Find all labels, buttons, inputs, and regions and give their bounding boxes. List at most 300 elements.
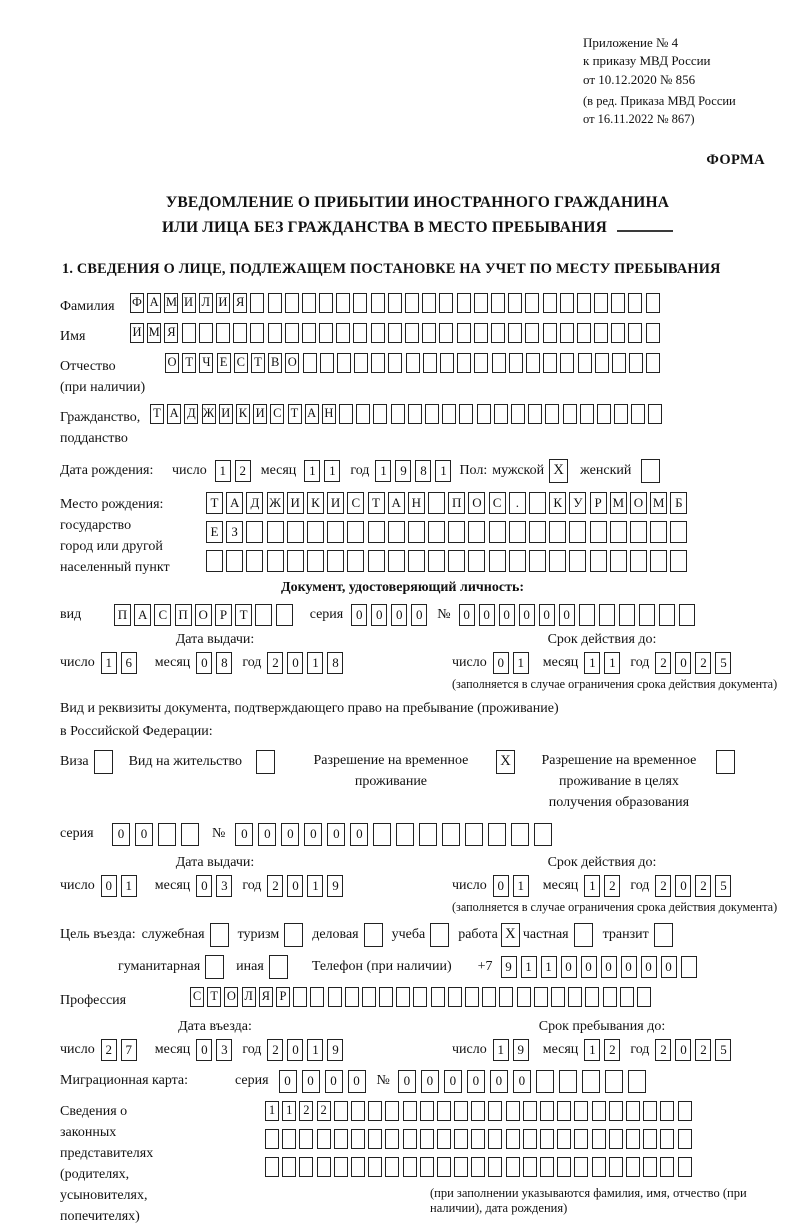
- char-cell[interactable]: З: [226, 521, 243, 543]
- purpose-study-checkbox[interactable]: [430, 923, 449, 947]
- char-cell[interactable]: .: [509, 492, 526, 514]
- char-cell[interactable]: [442, 823, 460, 846]
- char-cell[interactable]: У: [569, 492, 586, 514]
- char-cell[interactable]: Т: [251, 353, 265, 373]
- char-cell[interactable]: С: [489, 492, 506, 514]
- char-cell[interactable]: [557, 1157, 571, 1177]
- char-cell[interactable]: [368, 1101, 382, 1121]
- char-cell[interactable]: 0: [493, 652, 509, 674]
- char-cell[interactable]: [563, 404, 577, 424]
- char-cell[interactable]: 2: [695, 875, 711, 897]
- char-cell[interactable]: Ф: [130, 293, 144, 313]
- char-cell[interactable]: [529, 492, 546, 514]
- char-cell[interactable]: 0: [421, 1070, 439, 1093]
- char-cell[interactable]: [419, 823, 437, 846]
- char-cell[interactable]: [385, 1101, 399, 1121]
- stay-day-input[interactable]: [493, 1039, 533, 1061]
- char-cell[interactable]: [351, 1157, 365, 1177]
- char-cell[interactable]: 0: [411, 604, 427, 626]
- migration-number-input[interactable]: [398, 1070, 651, 1093]
- char-cell[interactable]: [388, 293, 402, 313]
- char-cell[interactable]: А: [167, 404, 181, 424]
- char-cell[interactable]: Р: [215, 604, 232, 626]
- stay-year-input[interactable]: [655, 1039, 735, 1061]
- char-cell[interactable]: [282, 1157, 296, 1177]
- char-cell[interactable]: 3: [216, 1039, 232, 1061]
- char-cell[interactable]: [489, 521, 506, 543]
- char-cell[interactable]: Л: [242, 987, 256, 1007]
- char-cell[interactable]: 0: [493, 875, 509, 897]
- purpose-official-checkbox[interactable]: [210, 923, 229, 947]
- purpose-business-checkbox[interactable]: [364, 923, 383, 947]
- doc-valid-day-input[interactable]: [493, 652, 533, 674]
- char-cell[interactable]: 0: [499, 604, 515, 626]
- char-cell[interactable]: [489, 550, 506, 572]
- gender-female-checkbox[interactable]: [641, 459, 660, 483]
- char-cell[interactable]: [293, 987, 307, 1007]
- char-cell[interactable]: [597, 404, 611, 424]
- char-cell[interactable]: [560, 353, 574, 373]
- char-cell[interactable]: 0: [561, 956, 577, 978]
- char-cell[interactable]: [628, 323, 642, 343]
- char-cell[interactable]: [354, 353, 368, 373]
- char-cell[interactable]: [594, 323, 608, 343]
- char-cell[interactable]: [448, 987, 462, 1007]
- doc-issue-year-input[interactable]: [267, 652, 347, 674]
- char-cell[interactable]: 0: [281, 823, 299, 846]
- char-cell[interactable]: [265, 1129, 279, 1149]
- temp-residence-checkbox[interactable]: X: [496, 750, 515, 774]
- char-cell[interactable]: [327, 521, 344, 543]
- char-cell[interactable]: И: [130, 323, 144, 343]
- char-cell[interactable]: [468, 521, 485, 543]
- char-cell[interactable]: 5: [715, 875, 731, 897]
- char-cell[interactable]: [267, 521, 284, 543]
- char-cell[interactable]: 0: [675, 1039, 691, 1061]
- char-cell[interactable]: [422, 323, 436, 343]
- char-cell[interactable]: 1: [121, 875, 137, 897]
- char-cell[interactable]: 0: [235, 823, 253, 846]
- char-cell[interactable]: 1: [493, 1039, 509, 1061]
- char-cell[interactable]: [499, 987, 513, 1007]
- char-cell[interactable]: [425, 404, 439, 424]
- char-cell[interactable]: [643, 1101, 657, 1121]
- stay-doc-valid-year-input[interactable]: [655, 875, 735, 897]
- char-cell[interactable]: [250, 323, 264, 343]
- char-cell[interactable]: 2: [317, 1101, 331, 1121]
- char-cell[interactable]: [454, 1101, 468, 1121]
- char-cell[interactable]: Е: [206, 521, 223, 543]
- char-cell[interactable]: [557, 1129, 571, 1149]
- char-cell[interactable]: [413, 987, 427, 1007]
- char-cell[interactable]: [408, 404, 422, 424]
- char-cell[interactable]: 2: [655, 1039, 671, 1061]
- char-cell[interactable]: [373, 404, 387, 424]
- char-cell[interactable]: 0: [459, 604, 475, 626]
- char-cell[interactable]: 1: [265, 1101, 279, 1121]
- char-cell[interactable]: [620, 987, 634, 1007]
- purpose-work-checkbox[interactable]: X: [501, 923, 520, 947]
- char-cell[interactable]: [605, 1070, 623, 1093]
- char-cell[interactable]: [595, 353, 609, 373]
- char-cell[interactable]: 0: [581, 956, 597, 978]
- char-cell[interactable]: [528, 404, 542, 424]
- char-cell[interactable]: [592, 1129, 606, 1149]
- stay-doc-number-input[interactable]: [235, 823, 557, 846]
- char-cell[interactable]: [509, 521, 526, 543]
- char-cell[interactable]: [603, 987, 617, 1007]
- char-cell[interactable]: [648, 404, 662, 424]
- char-cell[interactable]: [302, 323, 316, 343]
- char-cell[interactable]: Л: [199, 293, 213, 313]
- char-cell[interactable]: [590, 550, 607, 572]
- char-cell[interactable]: [405, 293, 419, 313]
- char-cell[interactable]: [442, 404, 456, 424]
- char-cell[interactable]: 0: [101, 875, 117, 897]
- char-cell[interactable]: [540, 1129, 554, 1149]
- char-cell[interactable]: Н: [322, 404, 336, 424]
- char-cell[interactable]: 0: [258, 823, 276, 846]
- char-cell[interactable]: 9: [513, 1039, 529, 1061]
- char-cell[interactable]: [517, 987, 531, 1007]
- char-cell[interactable]: [317, 1129, 331, 1149]
- char-cell[interactable]: 0: [348, 1070, 366, 1093]
- char-cell[interactable]: [494, 404, 508, 424]
- char-cell[interactable]: [454, 1157, 468, 1177]
- char-cell[interactable]: [509, 353, 523, 373]
- char-cell[interactable]: 2: [655, 652, 671, 674]
- char-cell[interactable]: [285, 293, 299, 313]
- char-cell[interactable]: [492, 353, 506, 373]
- char-cell[interactable]: [287, 550, 304, 572]
- char-cell[interactable]: 5: [715, 1039, 731, 1061]
- char-cell[interactable]: 1: [307, 1039, 323, 1061]
- char-cell[interactable]: [650, 521, 667, 543]
- char-cell[interactable]: [488, 1129, 502, 1149]
- char-cell[interactable]: [646, 353, 660, 373]
- char-cell[interactable]: [569, 521, 586, 543]
- char-cell[interactable]: [396, 823, 414, 846]
- char-cell[interactable]: [320, 353, 334, 373]
- char-cell[interactable]: [523, 1101, 537, 1121]
- char-cell[interactable]: Т: [207, 987, 221, 1007]
- char-cell[interactable]: 1: [307, 875, 323, 897]
- char-cell[interactable]: [317, 1157, 331, 1177]
- doc-number-input[interactable]: [459, 604, 699, 626]
- char-cell[interactable]: [631, 404, 645, 424]
- char-cell[interactable]: 0: [490, 1070, 508, 1093]
- char-cell[interactable]: 0: [391, 604, 407, 626]
- char-cell[interactable]: [285, 323, 299, 343]
- char-cell[interactable]: [477, 404, 491, 424]
- char-cell[interactable]: Т: [288, 404, 302, 424]
- legal-reps-input-row2[interactable]: [265, 1129, 695, 1149]
- char-cell[interactable]: [371, 353, 385, 373]
- char-cell[interactable]: [578, 353, 592, 373]
- char-cell[interactable]: [439, 323, 453, 343]
- char-cell[interactable]: О: [285, 353, 299, 373]
- char-cell[interactable]: [549, 521, 566, 543]
- birth-place-input-row1[interactable]: [206, 492, 691, 514]
- char-cell[interactable]: [488, 1157, 502, 1177]
- char-cell[interactable]: К: [236, 404, 250, 424]
- char-cell[interactable]: 1: [541, 956, 557, 978]
- char-cell[interactable]: А: [147, 293, 161, 313]
- char-cell[interactable]: [408, 550, 425, 572]
- char-cell[interactable]: И: [253, 404, 267, 424]
- char-cell[interactable]: [678, 1129, 692, 1149]
- char-cell[interactable]: С: [347, 492, 364, 514]
- char-cell[interactable]: 0: [398, 1070, 416, 1093]
- char-cell[interactable]: [457, 293, 471, 313]
- char-cell[interactable]: [543, 353, 557, 373]
- char-cell[interactable]: [216, 323, 230, 343]
- char-cell[interactable]: М: [147, 323, 161, 343]
- char-cell[interactable]: П: [114, 604, 131, 626]
- char-cell[interactable]: С: [190, 987, 204, 1007]
- char-cell[interactable]: [580, 404, 594, 424]
- stay-doc-valid-month-input[interactable]: [584, 875, 624, 897]
- char-cell[interactable]: [526, 353, 540, 373]
- char-cell[interactable]: [327, 550, 344, 572]
- char-cell[interactable]: Д: [184, 404, 198, 424]
- char-cell[interactable]: [465, 823, 483, 846]
- char-cell[interactable]: [543, 323, 557, 343]
- char-cell[interactable]: 1: [375, 460, 391, 482]
- char-cell[interactable]: [626, 1129, 640, 1149]
- char-cell[interactable]: И: [219, 404, 233, 424]
- char-cell[interactable]: [614, 404, 628, 424]
- char-cell[interactable]: Т: [235, 604, 252, 626]
- char-cell[interactable]: [448, 521, 465, 543]
- char-cell[interactable]: 0: [371, 604, 387, 626]
- char-cell[interactable]: [334, 1101, 348, 1121]
- char-cell[interactable]: [362, 987, 376, 1007]
- char-cell[interactable]: [457, 353, 471, 373]
- char-cell[interactable]: И: [327, 492, 344, 514]
- char-cell[interactable]: [388, 521, 405, 543]
- char-cell[interactable]: [345, 987, 359, 1007]
- char-cell[interactable]: О: [195, 604, 212, 626]
- patronymic-input[interactable]: [165, 353, 663, 373]
- char-cell[interactable]: [543, 293, 557, 313]
- char-cell[interactable]: [299, 1129, 313, 1149]
- stay-doc-issue-year-input[interactable]: [267, 875, 347, 897]
- char-cell[interactable]: 2: [695, 652, 711, 674]
- doc-kind-input[interactable]: [114, 604, 296, 626]
- char-cell[interactable]: [307, 521, 324, 543]
- birth-place-input-row2[interactable]: [206, 521, 691, 543]
- char-cell[interactable]: [660, 1157, 674, 1177]
- purpose-tourism-checkbox[interactable]: [284, 923, 303, 947]
- char-cell[interactable]: 0: [135, 823, 153, 846]
- char-cell[interactable]: Е: [217, 353, 231, 373]
- char-cell[interactable]: [574, 1101, 588, 1121]
- char-cell[interactable]: [646, 293, 660, 313]
- char-cell[interactable]: П: [175, 604, 192, 626]
- char-cell[interactable]: 7: [121, 1039, 137, 1061]
- char-cell[interactable]: [574, 1157, 588, 1177]
- char-cell[interactable]: [347, 521, 364, 543]
- char-cell[interactable]: Я: [164, 323, 178, 343]
- char-cell[interactable]: 0: [350, 823, 368, 846]
- char-cell[interactable]: [569, 550, 586, 572]
- char-cell[interactable]: И: [287, 492, 304, 514]
- char-cell[interactable]: [226, 550, 243, 572]
- char-cell[interactable]: [610, 521, 627, 543]
- char-cell[interactable]: [379, 987, 393, 1007]
- birth-day-input[interactable]: [215, 460, 255, 482]
- char-cell[interactable]: [609, 1101, 623, 1121]
- char-cell[interactable]: 2: [299, 1101, 313, 1121]
- char-cell[interactable]: [511, 404, 525, 424]
- char-cell[interactable]: [509, 550, 526, 572]
- legal-reps-input-row1[interactable]: [265, 1101, 695, 1121]
- char-cell[interactable]: [371, 293, 385, 313]
- char-cell[interactable]: [307, 550, 324, 572]
- char-cell[interactable]: [630, 550, 647, 572]
- char-cell[interactable]: [319, 323, 333, 343]
- char-cell[interactable]: [403, 1101, 417, 1121]
- char-cell[interactable]: [334, 1157, 348, 1177]
- char-cell[interactable]: [491, 323, 505, 343]
- char-cell[interactable]: [612, 353, 626, 373]
- entry-month-input[interactable]: [196, 1039, 236, 1061]
- char-cell[interactable]: [403, 1157, 417, 1177]
- purpose-transit-checkbox[interactable]: [654, 923, 673, 947]
- char-cell[interactable]: [643, 1129, 657, 1149]
- char-cell[interactable]: [679, 604, 695, 626]
- birth-place-input-row3[interactable]: [206, 550, 691, 572]
- char-cell[interactable]: [388, 323, 402, 343]
- purpose-other-checkbox[interactable]: [269, 955, 288, 979]
- char-cell[interactable]: [678, 1157, 692, 1177]
- char-cell[interactable]: 8: [216, 652, 232, 674]
- char-cell[interactable]: [423, 353, 437, 373]
- char-cell[interactable]: [158, 823, 176, 846]
- char-cell[interactable]: [299, 1157, 313, 1177]
- char-cell[interactable]: [437, 1157, 451, 1177]
- doc-valid-month-input[interactable]: [584, 652, 624, 674]
- char-cell[interactable]: 0: [661, 956, 677, 978]
- char-cell[interactable]: [609, 1157, 623, 1177]
- char-cell[interactable]: Р: [590, 492, 607, 514]
- char-cell[interactable]: [265, 1157, 279, 1177]
- char-cell[interactable]: М: [164, 293, 178, 313]
- citizenship-input[interactable]: [150, 404, 666, 424]
- char-cell[interactable]: [319, 293, 333, 313]
- char-cell[interactable]: [336, 323, 350, 343]
- char-cell[interactable]: 1: [513, 652, 529, 674]
- char-cell[interactable]: [639, 604, 655, 626]
- char-cell[interactable]: [560, 293, 574, 313]
- char-cell[interactable]: [373, 823, 391, 846]
- char-cell[interactable]: 6: [121, 652, 137, 674]
- char-cell[interactable]: И: [182, 293, 196, 313]
- char-cell[interactable]: 0: [196, 652, 212, 674]
- char-cell[interactable]: Я: [233, 293, 247, 313]
- char-cell[interactable]: С: [154, 604, 171, 626]
- char-cell[interactable]: [681, 956, 697, 978]
- char-cell[interactable]: [420, 1157, 434, 1177]
- char-cell[interactable]: 9: [395, 460, 411, 482]
- char-cell[interactable]: О: [165, 353, 179, 373]
- char-cell[interactable]: [628, 1070, 646, 1093]
- char-cell[interactable]: 1: [101, 652, 117, 674]
- surname-input[interactable]: [130, 293, 663, 313]
- char-cell[interactable]: 1: [584, 652, 600, 674]
- char-cell[interactable]: 0: [539, 604, 555, 626]
- char-cell[interactable]: 0: [351, 604, 367, 626]
- char-cell[interactable]: [551, 987, 565, 1007]
- char-cell[interactable]: [525, 293, 539, 313]
- char-cell[interactable]: 0: [287, 875, 303, 897]
- char-cell[interactable]: [540, 1157, 554, 1177]
- char-cell[interactable]: [468, 550, 485, 572]
- char-cell[interactable]: [488, 1101, 502, 1121]
- char-cell[interactable]: 9: [327, 1039, 343, 1061]
- char-cell[interactable]: [506, 1157, 520, 1177]
- char-cell[interactable]: [536, 1070, 554, 1093]
- char-cell[interactable]: [437, 1129, 451, 1149]
- residence-permit-checkbox[interactable]: [256, 750, 275, 774]
- char-cell[interactable]: 1: [513, 875, 529, 897]
- char-cell[interactable]: [637, 987, 651, 1007]
- char-cell[interactable]: Т: [206, 492, 223, 514]
- char-cell[interactable]: [406, 353, 420, 373]
- char-cell[interactable]: 2: [267, 1039, 283, 1061]
- char-cell[interactable]: 9: [501, 956, 517, 978]
- char-cell[interactable]: [368, 521, 385, 543]
- char-cell[interactable]: С: [270, 404, 284, 424]
- char-cell[interactable]: 1: [304, 460, 320, 482]
- char-cell[interactable]: [545, 404, 559, 424]
- char-cell[interactable]: [440, 353, 454, 373]
- given-name-input[interactable]: [130, 323, 663, 343]
- char-cell[interactable]: [534, 987, 548, 1007]
- char-cell[interactable]: [268, 323, 282, 343]
- char-cell[interactable]: 2: [235, 460, 251, 482]
- char-cell[interactable]: 0: [621, 956, 637, 978]
- doc-issue-day-input[interactable]: [101, 652, 141, 674]
- char-cell[interactable]: Ж: [202, 404, 216, 424]
- char-cell[interactable]: 5: [715, 652, 731, 674]
- char-cell[interactable]: [506, 1129, 520, 1149]
- char-cell[interactable]: 0: [444, 1070, 462, 1093]
- char-cell[interactable]: [511, 823, 529, 846]
- char-cell[interactable]: 1: [604, 652, 620, 674]
- doc-series-input[interactable]: [351, 604, 431, 626]
- char-cell[interactable]: [626, 1157, 640, 1177]
- char-cell[interactable]: [630, 521, 647, 543]
- char-cell[interactable]: [431, 987, 445, 1007]
- stay-doc-valid-day-input[interactable]: [493, 875, 533, 897]
- char-cell[interactable]: [448, 550, 465, 572]
- char-cell[interactable]: В: [268, 353, 282, 373]
- char-cell[interactable]: [534, 823, 552, 846]
- char-cell[interactable]: 0: [325, 1070, 343, 1093]
- temp-residence-edu-checkbox[interactable]: [716, 750, 735, 774]
- char-cell[interactable]: Я: [259, 987, 273, 1007]
- char-cell[interactable]: Н: [408, 492, 425, 514]
- char-cell[interactable]: [474, 353, 488, 373]
- char-cell[interactable]: [385, 1157, 399, 1177]
- char-cell[interactable]: И: [216, 293, 230, 313]
- char-cell[interactable]: [471, 1157, 485, 1177]
- char-cell[interactable]: [574, 1129, 588, 1149]
- char-cell[interactable]: [540, 1101, 554, 1121]
- char-cell[interactable]: [629, 353, 643, 373]
